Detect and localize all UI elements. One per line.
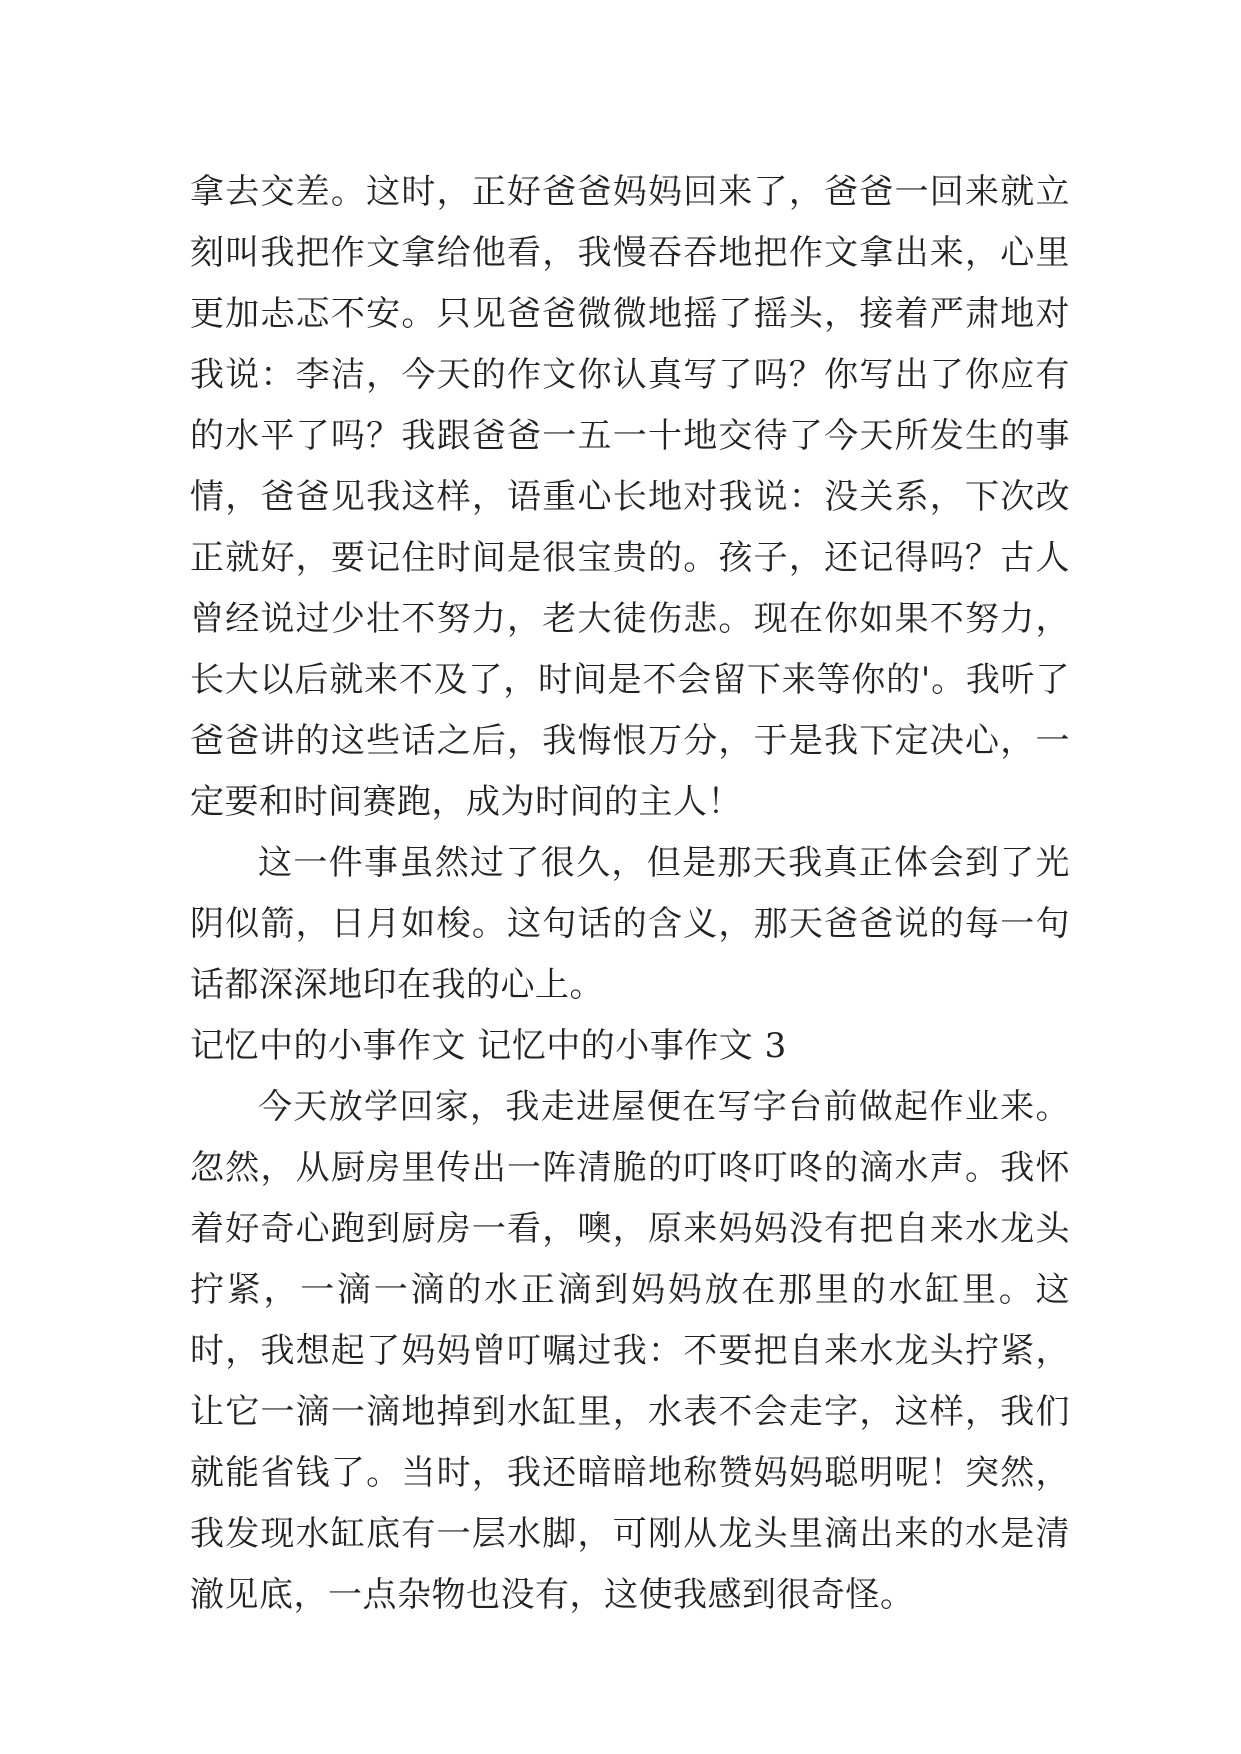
paragraph-story-3: 今天放学回家，我走进屋便在写字台前做起作业来。忽然，从厨房里传出一阵清脆的叮咚叮咚的滴水声。我怀着好奇心跑到厨房一看，噢，原来妈妈没有把自来水龙头拧紧，一滴一滴的水正滴到妈妈放在那里的水缸里。这时，我想起了妈妈曾叮嘱过我：不要把自来水龙头拧紧，让它一滴一滴地掉到水缸里，水表不会走字，这样，我们就能省钱了。当时，我还暗暗地称赞妈妈聪明呢！突然，我发现水缸底有一层水脚，可刚从龙头里滴出来的水是清澈见底，一点杂物也没有，这使我感到很奇怪。 [190,1087,1070,1615]
paragraph-reflection: 这一件事虽然过了很久，但是那天我真正体会到了光阴似箭，日月如梭。这句话的含义，那天爸爸说的每一句话都深深地印在我的心上。 [190,843,1070,1005]
section-heading: 记忆中的小事作文 记忆中的小事作文 3 [190,1026,787,1066]
document-body [190,162,1070,1626]
paragraph-continued: 拿去交差。这时，正好爸爸妈妈回来了，爸爸一回来就立刻叫我把作文拿给他看，我慢吞吞地把作文拿出来，心里更加忐忑不安。只见爸爸微微地摇了摇头，接着严肃地对我说：李洁，今天的作文你认真写了吗？你写出了你应有的水平了吗？我跟爸爸一五一十地交待了今天所发生的事情，爸爸见我这样，语重心长地对我说：没关系，下次改正就好，要记住时间是很宝贵的。孩子，还记得吗？古人曾经说过少壮不努力，老大徒伤悲。现在你如果不努力，长大以后就来不及了，时间是不会留下来等你的'。我听了爸爸讲的这些话之后，我悔恨万分，于是我下定决心，一定要和时间赛跑，成为时间的主人！ [190,172,1070,822]
